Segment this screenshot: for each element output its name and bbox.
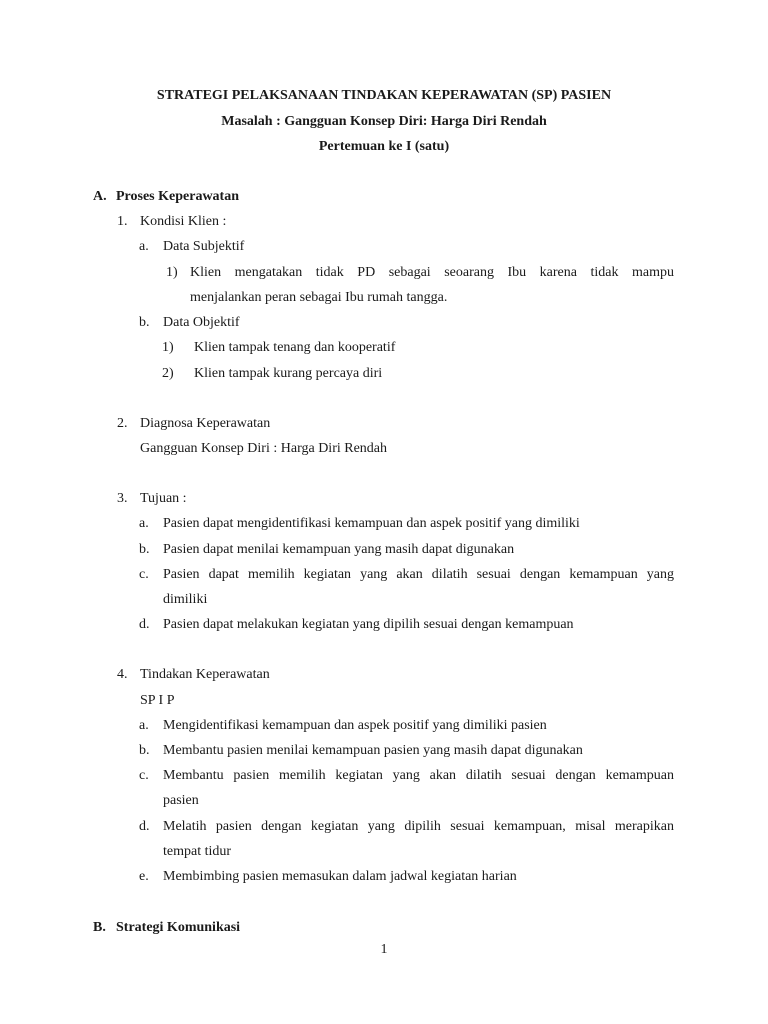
meeting-label: Pertemuan ke I (satu) — [318, 139, 450, 154]
action-d-marker: d. — [139, 819, 150, 834]
objective-point-2: Klien tampak kurang percaya diri — [194, 366, 383, 381]
diagnosis-value: Gangguan Konsep Diri : Harga Diri Rendah — [140, 441, 388, 456]
document-title: STRATEGI PELAKSANAAN TINDAKAN KEPERAWATAN (SP) PASIEN — [156, 88, 612, 103]
item-3-marker: 3. — [117, 491, 128, 506]
item-2-marker: 2. — [117, 416, 128, 431]
sub-b-label: Data Objektif — [163, 315, 240, 330]
sp-label: SP I P — [140, 693, 175, 708]
action-e-marker: e. — [139, 869, 149, 884]
page-number: 1 — [380, 942, 388, 957]
goal-d: Pasien dapat melakukan kegiatan yang dipilih sesuai dengan kemampuan — [163, 617, 574, 632]
sub-a-marker: a. — [139, 239, 149, 254]
sub-a-label: Data Subjektif — [163, 239, 245, 254]
section-a-marker: A. — [93, 189, 107, 204]
item-1-label: Kondisi Klien : — [140, 214, 227, 229]
item-3-label: Tujuan : — [140, 491, 187, 506]
subjective-point-1-line-1: Klien mengatakan tidak PD sebagai seoarang Ibu karena tidak mampu — [190, 265, 674, 280]
section-b-marker: B. — [93, 920, 106, 935]
goal-a-marker: a. — [139, 516, 149, 531]
document-subtitle: Masalah : Gangguan Konsep Diri: Harga Diri Rendah — [221, 114, 547, 129]
action-b-marker: b. — [139, 743, 150, 758]
goal-c-marker: c. — [139, 567, 149, 582]
action-a: Mengidentifikasi kemampuan dan aspek positif yang dimiliki pasien — [163, 718, 547, 733]
objective-point-2-marker: 2) — [162, 366, 174, 381]
item-1-marker: 1. — [117, 214, 128, 229]
goal-b: Pasien dapat menilai kemampuan yang masih dapat digunakan — [163, 542, 515, 557]
objective-point-1-marker: 1) — [162, 340, 174, 355]
action-e: Membimbing pasien memasukan dalam jadwal kegiatan harian — [163, 869, 517, 884]
goal-b-marker: b. — [139, 542, 150, 557]
section-a-heading: Proses Keperawatan — [116, 189, 239, 204]
action-b: Membantu pasien menilai kemampuan pasien yang masih dapat digunakan — [163, 743, 583, 758]
goal-c-line-2: dimiliki — [163, 592, 208, 607]
action-a-marker: a. — [139, 718, 149, 733]
action-c-line-1: Membantu pasien memilih kegiatan yang akan dilatih sesuai dengan kemampuan — [163, 768, 674, 783]
action-d-line-1: Melatih pasien dengan kegiatan yang dipilih sesuai kemampuan, misal merapikan — [163, 819, 674, 834]
item-2-label: Diagnosa Keperawatan — [140, 416, 271, 431]
action-d-line-2: tempat tidur — [163, 844, 232, 859]
action-c-marker: c. — [139, 768, 149, 783]
sub-b-marker: b. — [139, 315, 150, 330]
section-b-heading: Strategi Komunikasi — [116, 920, 241, 935]
action-c-line-2: pasien — [163, 793, 199, 808]
item-4-label: Tindakan Keperawatan — [140, 667, 270, 682]
goal-c-line-1: Pasien dapat memilih kegiatan yang akan dilatih sesuai dengan kemampuan yang — [163, 567, 674, 582]
goal-a: Pasien dapat mengidentifikasi kemampuan dan aspek positif yang dimiliki — [163, 516, 580, 531]
subjective-point-1-marker: 1) — [166, 265, 178, 280]
item-4-marker: 4. — [117, 667, 128, 682]
subjective-point-1-line-2: menjalankan peran sebagai Ibu rumah tangga. — [190, 290, 448, 305]
objective-point-1: Klien tampak tenang dan kooperatif — [194, 340, 396, 355]
goal-d-marker: d. — [139, 617, 150, 632]
